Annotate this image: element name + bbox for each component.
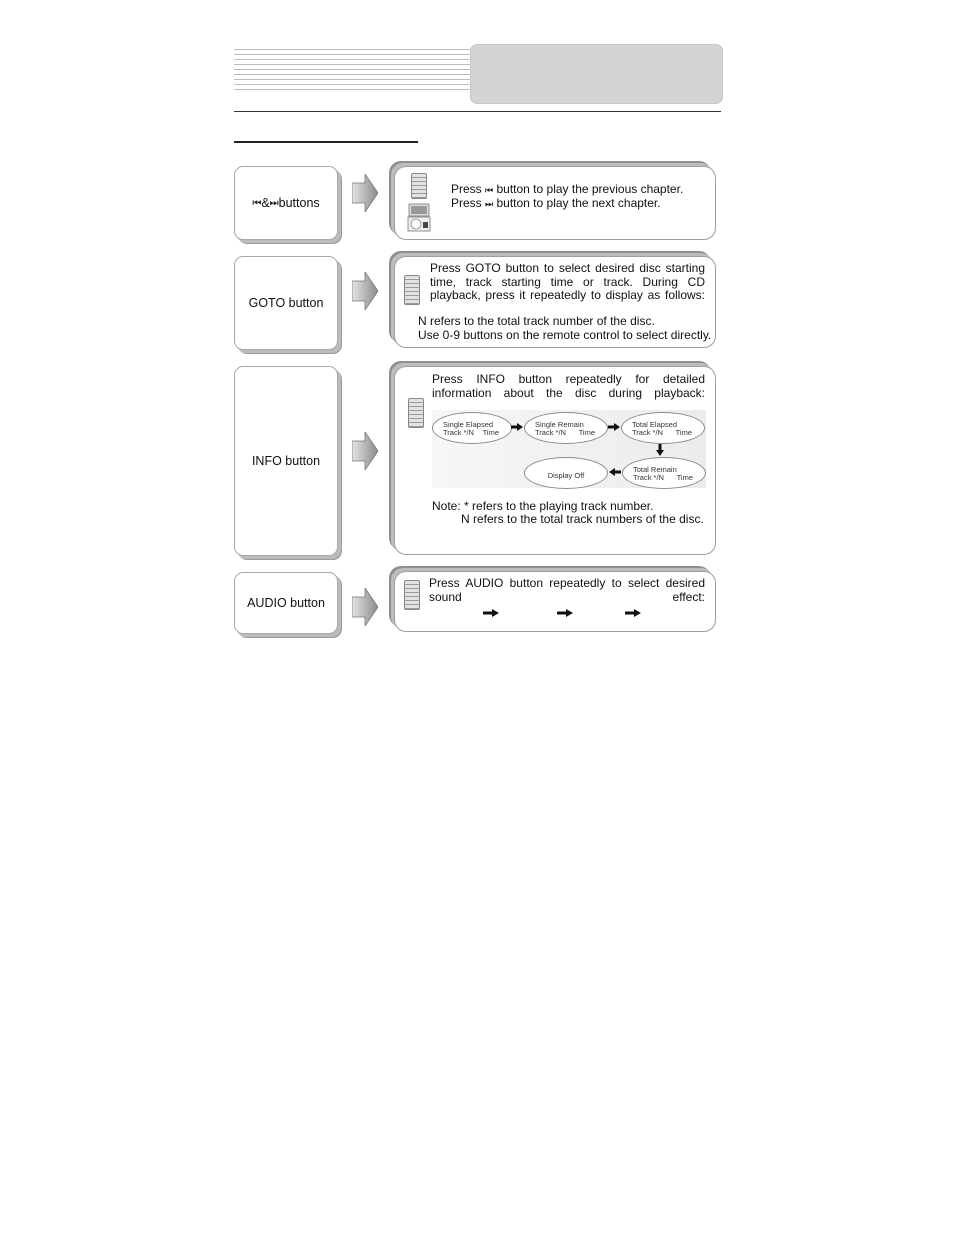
effect-arrow-right-icon [625,609,641,617]
flow-arrow-down-icon [656,444,664,456]
audio-button-description: Press AUDIO button repeatedly to select desired sound effect: [394,571,716,632]
total-remain-state: Total Remain Track */N Time [622,457,706,489]
prev-icon: ⏮ [252,197,262,209]
audio-button-label: AUDIO button [234,572,338,634]
display-off-state: Display Off [524,457,608,489]
header-rule [234,111,721,112]
single-remain-state: Single Remain Track */N Time [524,412,608,444]
info-button-label: INFO button [234,366,338,556]
arrow-right-icon [352,272,378,310]
section-title-underline [234,141,418,143]
effect-arrow-right-icon [557,609,573,617]
prev-icon: ⏮ [485,185,494,195]
flow-arrow-left-icon [609,468,621,476]
next-icon: ⏭ [269,197,279,209]
single-elapsed-state: Single Elapsed Track */N Time [432,412,512,444]
remote-icon [408,398,424,428]
total-elapsed-state: Total Elapsed Track */N Time [621,412,705,444]
goto-button-description: Press GOTO button to select desired disc starting time, track starting time or track. During CD playback, press it repeatedly to display as follows: N refers to the total track number of the disc. Use 0-9 buttons on the remote control to select directly. [394,256,716,348]
dvd-player-icon [407,203,431,233]
header-tab [470,44,723,104]
skip-buttons-label: ⏮ & ⏭ buttons [234,166,338,240]
info-button-description: Press INFO button repeatedly for detailed information about the disc during playback: Note: * refers to the playing track number. N refers to the total track numbers of the disc. [394,366,716,555]
flow-arrow-right-icon [511,423,523,431]
arrow-right-icon [352,432,378,470]
flow-arrow-right-icon [608,423,620,431]
effect-arrow-right-icon [483,609,499,617]
remote-icon [404,580,420,610]
skip-buttons-description: Press ⏮ button to play the previous chapter. Press ⏭ button to play the next chapter. [394,166,716,240]
next-icon: ⏭ [485,199,494,209]
header-decor-lines [234,49,472,93]
arrow-right-icon [352,588,378,626]
remote-icon [411,173,427,199]
goto-button-label: GOTO button [234,256,338,350]
remote-icon [404,275,420,305]
arrow-right-icon [352,174,378,212]
